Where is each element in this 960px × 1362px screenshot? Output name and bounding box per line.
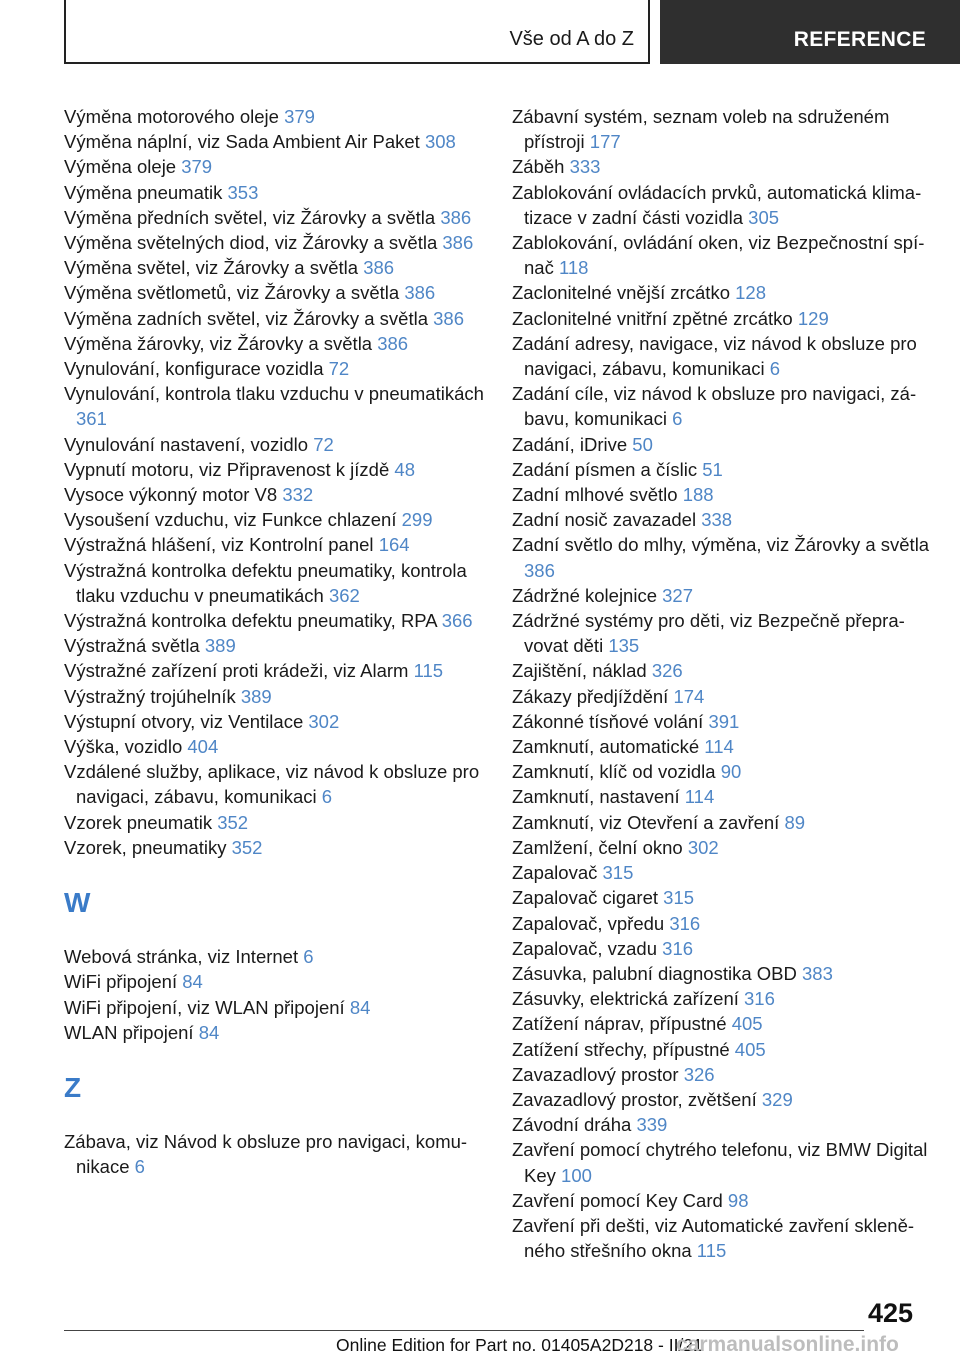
header-section-title: Vše od A do Z — [509, 28, 634, 50]
page-reference-link[interactable]: 386 — [404, 282, 436, 304]
index-entry — [512, 709, 932, 734]
index-entry — [64, 356, 484, 381]
index-entry-text: Výška, vozidlo — [64, 736, 183, 758]
page-reference-link[interactable]: 118 — [558, 257, 589, 279]
index-entry-text: Zamknutí, klíč od vozidla — [512, 761, 716, 783]
page-reference-link[interactable]: 100 — [561, 1164, 592, 1186]
page-reference-link[interactable]: 174 — [673, 685, 705, 707]
index-entry — [512, 104, 932, 154]
page-reference-link[interactable]: 316 — [662, 937, 694, 959]
page-reference-link[interactable]: 329 — [761, 1088, 793, 1110]
page-reference-link[interactable]: 305 — [748, 206, 780, 228]
page-reference-link[interactable]: 84 — [198, 1021, 220, 1043]
page-reference-link[interactable]: 332 — [282, 484, 314, 506]
index-entry-text: Výměna motorového oleje — [64, 106, 279, 127]
index-entry — [512, 482, 932, 507]
page-reference-link[interactable]: 386 — [442, 232, 474, 254]
index-entry-text: Vynulování nastavení, vozidlo — [64, 433, 309, 455]
index-entry — [512, 961, 932, 986]
index-entry — [64, 129, 484, 154]
index-entry — [512, 331, 932, 381]
page-reference-link[interactable]: 353 — [227, 181, 259, 203]
index-entry — [512, 1137, 932, 1187]
page-reference-link[interactable]: 338 — [701, 509, 733, 531]
page-reference-link[interactable]: 386 — [377, 332, 409, 354]
index-entry — [64, 306, 484, 331]
index-entry-text: Výměna předních světel, viz Žárovky a světla — [64, 206, 436, 228]
index-entry — [512, 381, 932, 431]
page-reference-link[interactable]: 84 — [349, 996, 371, 1018]
index-list-z — [64, 1129, 484, 1179]
index-entry-text: Zamknutí, nastavení — [512, 786, 680, 808]
index-entry — [64, 734, 484, 759]
index-entry-text: Zábava, viz Návod k obsluze pro navigaci, komunikace — [64, 1130, 468, 1178]
index-entry — [64, 104, 484, 129]
index-entry-text: Zadní světlo do mlhy, výměna, viz Žárovky a světla — [512, 534, 930, 556]
page-reference-link[interactable]: 389 — [204, 635, 236, 657]
index-entry-text: WLAN připojení — [64, 1021, 194, 1043]
index-list-v — [64, 104, 484, 860]
page-reference-link[interactable]: 135 — [608, 635, 640, 657]
page-reference-link[interactable]: 177 — [589, 131, 621, 153]
page-reference-link[interactable]: 188 — [682, 484, 714, 506]
index-entry-text: WiFi připojení — [64, 971, 178, 993]
page-reference-link[interactable]: 72 — [313, 433, 334, 455]
index-entry-text: Vynulování, kontrola tlaku vzduchu v pneumatikách — [64, 383, 484, 405]
index-entry-text: Webová stránka, viz Internet — [64, 946, 299, 968]
index-entry-text: Zákonné tísňové volání — [512, 710, 704, 732]
index-entry-text: Výstražná kontrolka defektu pneumatiky, kontrola tlaku vzduchu v pneumatikách — [64, 559, 467, 606]
page-reference-link[interactable]: 90 — [720, 761, 742, 783]
index-entry-text: Zavření při dešti, viz Automatické zavření skleněného střešního okna — [512, 1214, 915, 1262]
index-entry-text: Zavření pomocí Key Card — [512, 1189, 723, 1211]
index-entry-text: Vzorek, pneumatiky — [64, 836, 227, 858]
index-entry — [512, 885, 932, 910]
page-reference-link[interactable]: 48 — [394, 458, 415, 480]
page-reference-link[interactable]: 386 — [440, 206, 472, 228]
index-entry-text: Výstražná světla — [64, 635, 200, 657]
page-reference-link[interactable]: 327 — [662, 584, 694, 606]
index-entry-text: Zákazy předjíždění — [512, 685, 669, 707]
index-entry-text: Zajištění, náklad — [512, 660, 647, 682]
index-entry — [512, 1087, 932, 1112]
page-reference-link[interactable]: 84 — [182, 971, 203, 993]
index-entry-text: Výstupní otvory, viz Ventilace — [64, 710, 304, 732]
index-entry-text: Zádržné systémy pro děti, viz Bezpečně přepravovat děti — [512, 610, 905, 657]
index-entry-text: Vysoce výkonný motor V8 — [64, 484, 278, 506]
page-reference-link[interactable]: 114 — [704, 736, 734, 758]
index-entry — [512, 734, 932, 759]
index-entry — [512, 1062, 932, 1087]
index-entry-text: Zábavní systém, seznam voleb na sdruženém přístroji — [512, 106, 890, 153]
index-entry-text: Zapalovač, vzadu — [512, 937, 658, 959]
index-entry — [512, 835, 932, 860]
index-entry-text: Zadání cíle, viz návod k obsluze pro navigaci, zábavu, komunikaci — [512, 383, 917, 430]
index-entry-text: Zadání adresy, navigace, viz návod k obsluze pro navigaci, zábavu, komunikaci — [512, 332, 917, 380]
index-entry-text: Zásuvky, elektrická zařízení — [512, 988, 739, 1010]
page-reference-link[interactable]: 302 — [308, 710, 340, 732]
page-reference-link[interactable]: 299 — [401, 509, 433, 531]
index-entry — [64, 944, 484, 969]
index-entry — [512, 180, 932, 230]
index-entry-text: Výměna oleje — [64, 156, 177, 178]
index-entry — [64, 230, 484, 255]
page-reference-link[interactable]: 6 — [769, 358, 781, 380]
index-entry-text: Vysoušení vzduchu, viz Funkce chlazení — [64, 509, 397, 531]
index-entry — [512, 532, 932, 582]
index-entry — [512, 1112, 932, 1137]
index-entry-text: Zamlžení, čelní okno — [512, 836, 683, 858]
page-reference-link[interactable]: 51 — [702, 458, 723, 480]
index-entry — [64, 969, 484, 994]
page-reference-link[interactable]: 315 — [602, 862, 634, 884]
page-reference-link[interactable]: 308 — [424, 131, 456, 153]
index-entry-text: Výstražná kontrolka defektu pneumatiky, RPA — [64, 610, 437, 632]
footer-divider — [64, 1330, 864, 1331]
index-entry — [512, 608, 932, 658]
index-entry — [512, 230, 932, 280]
index-entry — [64, 154, 484, 179]
index-entry-text: Zapalovač cigaret — [512, 887, 659, 909]
index-entry — [64, 759, 484, 809]
index-entry-text: Zadní nosič zavazadel — [512, 509, 697, 531]
index-entry-text: Zavazadlový prostor, zvětšení — [512, 1088, 757, 1110]
index-entry — [512, 784, 932, 809]
index-entry — [64, 507, 484, 532]
page-reference-link[interactable]: 391 — [708, 710, 740, 732]
index-entry-text: Záběh — [512, 156, 565, 178]
index-entry — [512, 936, 932, 961]
page-reference-link[interactable]: 326 — [651, 660, 683, 682]
index-entry — [64, 331, 484, 356]
index-entry — [64, 1129, 484, 1179]
index-entry-text: Závodní dráha — [512, 1114, 632, 1136]
index-entry — [64, 381, 484, 431]
index-entry — [512, 1037, 932, 1062]
index-entry-text: Zadání, iDrive — [512, 433, 628, 455]
page-reference-link[interactable]: 379 — [181, 156, 213, 178]
index-entry — [64, 709, 484, 734]
index-entry-text: Zablokování, ovládání oken, viz Bezpečnostní spínač — [512, 232, 925, 279]
page-reference-link[interactable]: 386 — [363, 257, 395, 279]
index-entry — [512, 507, 932, 532]
page-reference-link[interactable]: 164 — [378, 534, 410, 556]
section-heading-z: Z — [64, 1071, 82, 1103]
index-entry-text: Vzorek pneumatik — [64, 811, 213, 833]
index-entry — [512, 911, 932, 936]
section-heading-w: W — [64, 887, 91, 919]
index-entry-text: Zapalovač, vpředu — [512, 912, 665, 934]
index-entry-text: Zatížení střechy, přípustné — [512, 1038, 730, 1060]
page-reference-link[interactable]: 115 — [413, 660, 444, 682]
index-entry-text: Vypnutí motoru, viz Připravenost k jízdě — [64, 458, 390, 480]
index-list-w — [64, 944, 484, 1045]
page-reference-link[interactable]: 386 — [524, 559, 555, 581]
index-entry — [512, 306, 932, 331]
index-entry — [64, 835, 484, 860]
page-reference-link[interactable]: 89 — [784, 811, 806, 833]
reference-tab-label: REFERENCE — [793, 28, 926, 51]
index-entry — [512, 986, 932, 1011]
index-entry — [512, 658, 932, 683]
index-entry-text: Zadání písmen a číslic — [512, 458, 698, 480]
index-entry — [64, 532, 484, 557]
page-reference-link[interactable]: 6 — [303, 946, 314, 968]
page-reference-link[interactable]: 316 — [669, 912, 701, 934]
index-entry — [64, 810, 484, 835]
watermark: carmanualsonline.info — [676, 1333, 899, 1356]
page-reference-link[interactable]: 405 — [731, 1013, 763, 1035]
index-entry — [512, 1188, 932, 1213]
index-entry — [512, 457, 932, 482]
index-entry-text: Výměna světlometů, viz Žárovky a světla — [64, 282, 400, 304]
page-reference-link[interactable]: 302 — [687, 836, 719, 858]
index-entry-text: Výstražná hlášení, viz Kontrolní panel — [64, 534, 374, 556]
index-entry — [512, 810, 932, 835]
index-entry — [512, 280, 932, 305]
page-reference-link[interactable]: 389 — [240, 685, 272, 707]
index-entry — [512, 1213, 932, 1263]
index-entry-text: WiFi připojení, viz WLAN připojení — [64, 996, 345, 1018]
index-column-left — [64, 104, 484, 1179]
index-entry — [64, 255, 484, 280]
index-entry-text: Zablokování ovládacích prvků, automatická klimatizace v zadní části vozidla — [512, 181, 922, 228]
index-entry-text: Výměna světelných diod, viz Žárovky a světla — [64, 232, 438, 254]
index-entry — [512, 684, 932, 709]
index-entry — [512, 1011, 932, 1036]
page-reference-link[interactable]: 6 — [321, 786, 333, 808]
index-entry-text: Výstražné zařízení proti krádeži, viz Alarm — [64, 660, 409, 682]
index-entry — [512, 860, 932, 885]
index-entry — [512, 583, 932, 608]
index-entry-text: Výměna žárovky, viz Žárovky a světla — [64, 332, 373, 354]
index-entry — [64, 205, 484, 230]
page-reference-link[interactable]: 72 — [328, 358, 350, 380]
index-entry — [64, 482, 484, 507]
page-reference-link[interactable]: 315 — [663, 887, 695, 909]
index-entry-text: Zapalovač — [512, 862, 598, 884]
index-entry — [64, 608, 484, 633]
index-entry-text: Výměna náplní, viz Sada Ambient Air Paket — [64, 131, 420, 153]
edition-footer: Online Edition for Part no. 01405A2D218 - II/21 — [336, 1335, 703, 1355]
header-frame — [64, 0, 650, 64]
index-entry-text: Zaclonitelné vnější zrcátko — [512, 282, 730, 304]
page-reference-link[interactable]: 366 — [441, 610, 473, 632]
index-entry-text: Vzdálené služby, aplikace, viz návod k obsluze pro navigaci, zábavu, komunikaci — [64, 761, 480, 808]
index-list-z-continued — [512, 104, 932, 1263]
page-reference-link[interactable]: 129 — [797, 307, 829, 329]
page-reference-link[interactable]: 6 — [134, 1156, 145, 1178]
reference-tab[interactable] — [660, 0, 960, 64]
index-entry-text: Výstražný trojúhelník — [64, 685, 236, 707]
index-entry-text: Výměna světel, viz Žárovky a světla — [64, 257, 359, 279]
index-entry-text: Zaclonitelné vnitřní zpětné zrcátko — [512, 307, 793, 329]
index-entry — [64, 280, 484, 305]
index-entry-text: Zavazadlový prostor — [512, 1063, 679, 1085]
index-column-right — [512, 104, 932, 1263]
page-reference-link[interactable]: 352 — [217, 811, 249, 833]
index-entry-text: Zavření pomocí chytrého telefonu, viz BMW Digital Key — [512, 1139, 928, 1186]
index-entry — [64, 457, 484, 482]
index-entry-text: Zatížení náprav, přípustné — [512, 1013, 727, 1035]
index-entry-text: Vynulování, konfigurace vozidla — [64, 358, 324, 380]
index-entry — [64, 1020, 484, 1045]
index-entry — [64, 558, 484, 608]
index-entry-text: Výměna pneumatik — [64, 181, 223, 203]
page-reference-link[interactable]: 98 — [727, 1189, 749, 1211]
index-entry-text: Zadní mlhové světlo — [512, 484, 678, 506]
page-reference-link[interactable]: 50 — [632, 433, 653, 455]
page-reference-link[interactable]: 383 — [802, 962, 833, 984]
page-number: 425 — [868, 1298, 914, 1328]
index-entry — [64, 684, 484, 709]
index-entry — [64, 633, 484, 658]
page-reference-link[interactable]: 128 — [735, 282, 767, 304]
page-reference-link[interactable]: 362 — [328, 584, 360, 606]
page-reference-link[interactable]: 352 — [231, 836, 263, 858]
page-reference-link[interactable]: 326 — [683, 1063, 715, 1085]
index-entry — [64, 180, 484, 205]
page-reference-link[interactable]: 379 — [284, 106, 315, 127]
index-entry-text: Zamknutí, automatické — [512, 736, 700, 758]
page-reference-link[interactable]: 386 — [433, 307, 464, 329]
index-entry — [512, 759, 932, 784]
page-reference-link[interactable]: 361 — [76, 408, 107, 430]
index-entry-text: Zamknutí, viz Otevření a zavření — [512, 811, 780, 833]
page-reference-link[interactable]: 405 — [734, 1038, 766, 1060]
index-entry-text: Zádržné kolejnice — [512, 584, 657, 606]
page-reference-link[interactable]: 404 — [187, 736, 219, 758]
page-reference-link[interactable]: 6 — [672, 408, 683, 430]
index-entry-text: Zásuvka, palubní diagnostika OBD — [512, 962, 797, 984]
page-reference-link[interactable]: 316 — [744, 988, 775, 1010]
page-reference-link[interactable]: 333 — [569, 156, 601, 178]
index-entry — [64, 432, 484, 457]
index-entry — [512, 154, 932, 179]
page-reference-link[interactable]: 339 — [636, 1114, 668, 1136]
page-reference-link[interactable]: 115 — [696, 1240, 727, 1262]
index-entry — [64, 995, 484, 1020]
page-reference-link[interactable]: 114 — [684, 786, 715, 808]
index-entry — [512, 432, 932, 457]
index-entry — [64, 658, 484, 683]
index-entry-text: Výměna zadních světel, viz Žárovky a světla — [64, 307, 428, 329]
